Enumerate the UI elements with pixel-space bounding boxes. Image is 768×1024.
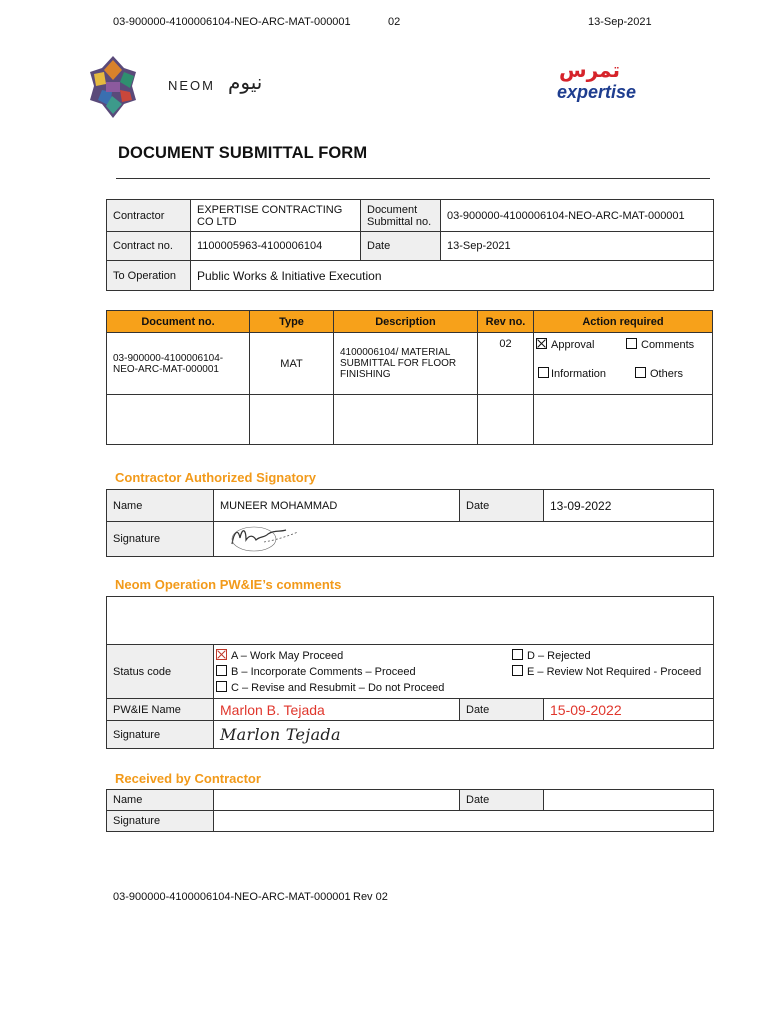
status-e-checkbox[interactable] (512, 665, 523, 676)
status-b-checkbox[interactable] (216, 665, 227, 676)
received-name-label: Name (107, 790, 214, 811)
status-option-e[interactable] (512, 665, 701, 678)
received-date-field[interactable] (544, 790, 714, 811)
signatory-signature-cell (214, 522, 714, 557)
header-revision: 02 (388, 16, 401, 28)
contractor-signatory-heading: Contractor Authorized Signatory (115, 470, 317, 485)
signatory-name-label: Name (107, 490, 214, 522)
expertise-logo (555, 58, 665, 108)
row-doc-no: 03-900000-4100006104-NEO-ARC-MAT-000001 (107, 333, 250, 395)
table-row-empty (107, 395, 713, 445)
information-checkbox[interactable] (538, 367, 549, 378)
col-header-document-no: Document no. (107, 311, 250, 333)
handwritten-signature-icon (224, 522, 304, 556)
contract-no-value: 1100005963-4100006104 (191, 232, 361, 261)
footer-rev: Rev 02 (353, 891, 388, 903)
status-b-label: B – Incorporate Comments – Proceed (231, 666, 416, 678)
to-operation-label: To Operation (107, 261, 191, 291)
expertise-wordmark: expertise (557, 82, 637, 102)
comments-label: Comments (641, 339, 695, 351)
received-heading: Received by Contractor (115, 771, 261, 786)
status-option-d[interactable] (512, 649, 591, 662)
row-description: 4100006104/ MATERIAL SUBMITTAL FOR FLOOR FINISHING (334, 333, 478, 395)
status-d-label: D – Rejected (527, 650, 591, 662)
received-table (106, 789, 714, 832)
pwie-signature-value: Marlon Tejada (214, 721, 714, 749)
neom-comments-heading: Neom Operation PW&IE’s comments (115, 577, 342, 592)
pwie-signature-label: Signature (107, 721, 214, 749)
status-option-c[interactable] (216, 681, 444, 694)
footer-doc-ref: 03-900000-4100006104-NEO-ARC-MAT-000001 (113, 891, 351, 903)
signatory-name-value: MUNEER MOHAMMAD (214, 490, 460, 522)
status-a-checkbox-checked[interactable] (216, 649, 227, 660)
information-label: Information (551, 368, 607, 380)
col-header-type: Type (250, 311, 334, 333)
received-name-field[interactable] (214, 790, 460, 811)
status-code-label: Status code (107, 645, 214, 699)
page-title: DOCUMENT SUBMITTAL FORM (118, 144, 368, 162)
signatory-date-value: 13-09-2022 (544, 490, 714, 522)
signatory-date-label: Date (460, 490, 544, 522)
expertise-arabic-wordmark: تمرس (559, 58, 620, 82)
status-a-label: A – Work May Proceed (231, 650, 344, 662)
approval-checkbox-checked[interactable] (536, 338, 547, 349)
status-d-checkbox[interactable] (512, 649, 523, 660)
pwie-date-label: Date (460, 699, 544, 721)
action-information[interactable] (538, 367, 606, 380)
doc-submittal-value: 03-900000-4100006104-NEO-ARC-MAT-000001 (441, 200, 714, 232)
others-label: Others (650, 368, 684, 380)
neom-arabic-wordmark: نيوم (228, 70, 263, 94)
header-date: 13-Sep-2021 (588, 16, 652, 28)
pwie-name-value: Marlon B. Tejada (214, 699, 460, 721)
status-e-label: E – Review Not Required - Proceed (527, 666, 702, 678)
status-c-checkbox[interactable] (216, 681, 227, 692)
status-option-a[interactable] (216, 649, 343, 662)
signatory-signature-label: Signature (107, 522, 214, 557)
action-others[interactable] (635, 367, 683, 380)
to-operation-value: Public Works & Initiative Execution (191, 261, 714, 291)
row-rev: 02 (478, 333, 534, 395)
others-checkbox[interactable] (635, 367, 646, 378)
action-required-cell (534, 333, 713, 395)
contractor-signatory-table (106, 489, 714, 557)
received-date-label: Date (460, 790, 544, 811)
comments-checkbox[interactable] (626, 338, 637, 349)
document-table (106, 310, 713, 445)
approval-label: Approval (551, 339, 595, 351)
title-divider (116, 178, 710, 179)
info-table (106, 199, 714, 291)
neom-comments-table (106, 596, 714, 749)
info-date-value: 13-Sep-2021 (441, 232, 714, 261)
neom-emblem-icon (88, 54, 138, 120)
contractor-label: Contractor (107, 200, 191, 232)
header-doc-ref: 03-900000-4100006104-NEO-ARC-MAT-000001 (113, 16, 351, 28)
col-header-rev-no: Rev no. (478, 311, 534, 333)
info-date-label: Date (361, 232, 441, 261)
col-header-description: Description (334, 311, 478, 333)
received-signature-field[interactable] (214, 811, 714, 832)
col-header-action-required: Action required (534, 311, 713, 333)
pwie-name-label: PW&IE Name (107, 699, 214, 721)
doc-submittal-label: Document Submittal no. (361, 200, 441, 232)
received-signature-label: Signature (107, 811, 214, 832)
status-c-label: C – Revise and Resubmit – Do not Proceed (231, 682, 445, 694)
contract-no-label: Contract no. (107, 232, 191, 261)
row-type: MAT (250, 333, 334, 395)
contractor-value: EXPERTISE CONTRACTING CO LTD (191, 200, 361, 232)
pwie-date-value: 15-09-2022 (544, 699, 714, 721)
action-comments[interactable] (626, 338, 694, 351)
neom-wordmark: NEOM (168, 78, 215, 93)
neom-logo (88, 52, 278, 124)
status-code-options (214, 645, 714, 699)
table-row (107, 333, 713, 395)
status-option-b[interactable] (216, 665, 416, 678)
action-approval[interactable] (536, 338, 594, 351)
comments-box[interactable] (107, 597, 714, 645)
